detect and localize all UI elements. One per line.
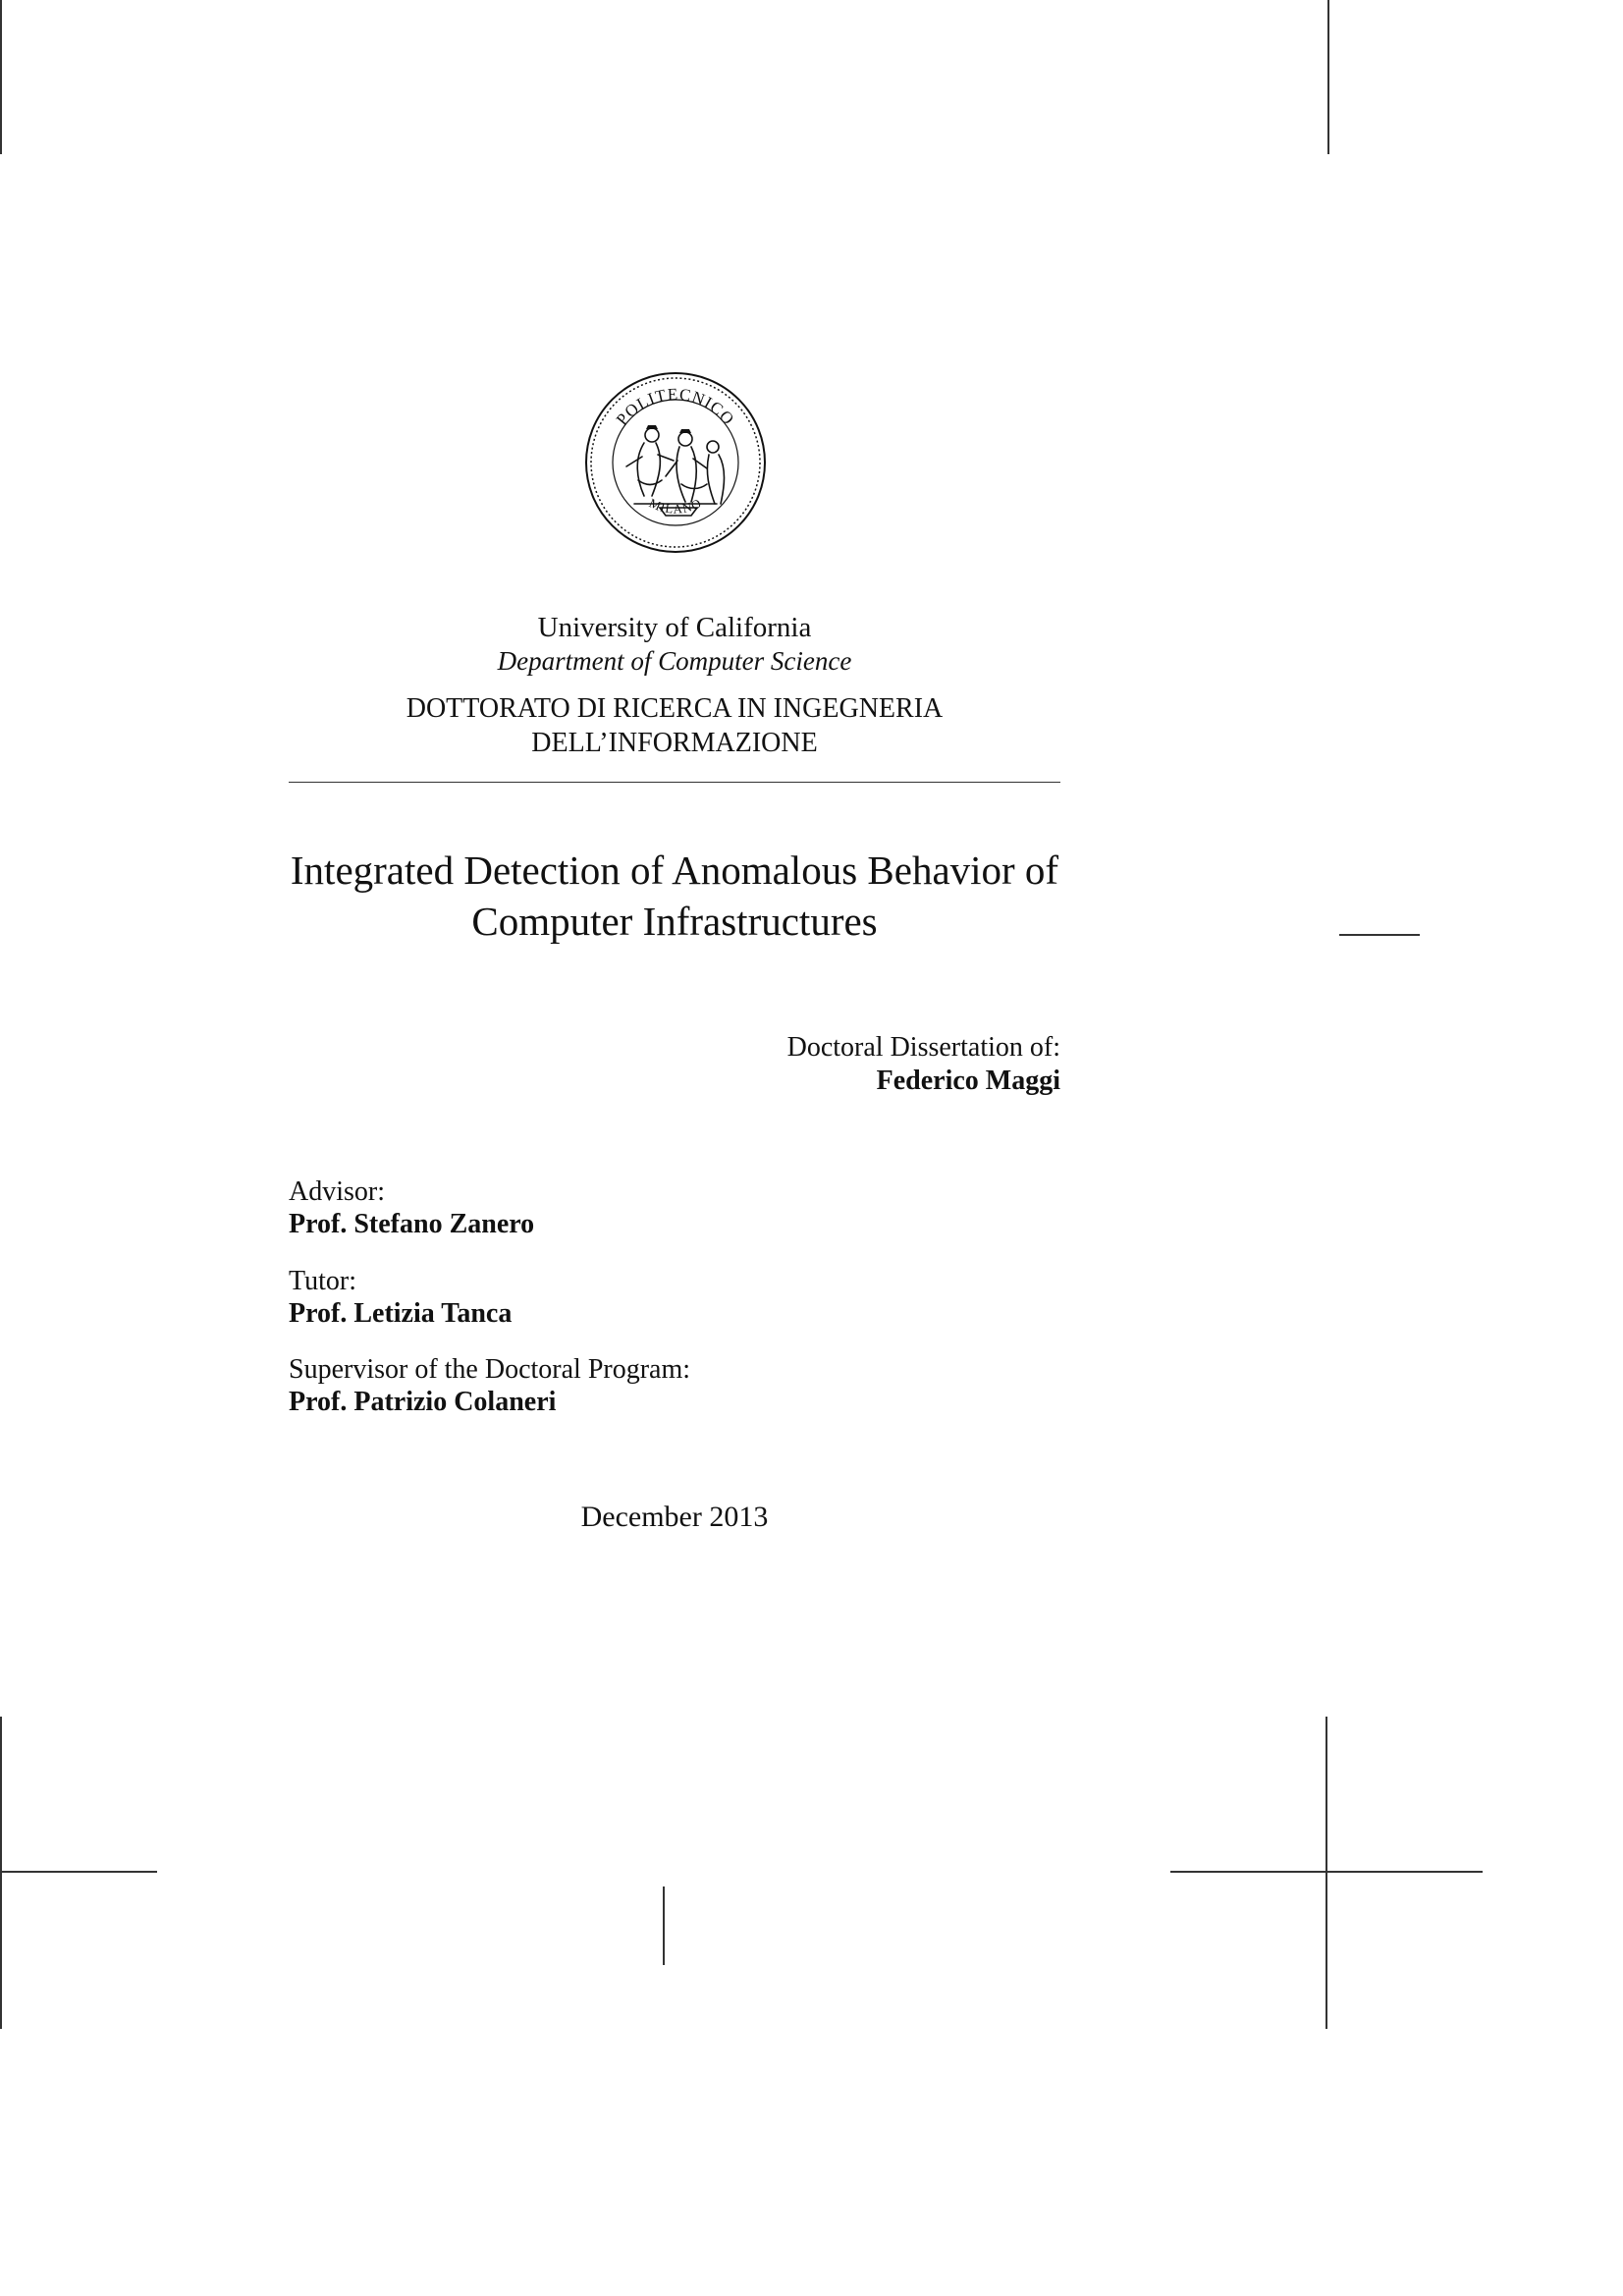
author-name: Federico Maggi [876,1066,1060,1096]
crop-mark-top-left [0,0,2,154]
tutor-name: Prof. Letizia Tanca [289,1298,513,1329]
seal-graphic [583,370,768,555]
dissertation-title [289,845,1060,947]
dissertation-title-line-1: Integrated Detection of Anomalous Behavior of [290,847,1059,893]
crop-mark-bottom-center [663,1886,665,1965]
tutor-block [289,1265,976,1330]
doctoral-program [289,691,1060,760]
supervisor-name: Prof. Patrizio Colaneri [289,1387,557,1417]
university-seal-icon [583,370,768,555]
crop-mark-bottom-left-horizontal [0,1871,157,1873]
dissertation-title-line-2: Computer Infrastructures [471,899,878,944]
tutor-label: Tutor: [289,1266,357,1296]
seal-bottom-text: MILANO [646,495,705,517]
crop-mark-bottom-left-vertical [0,1717,2,2029]
submission-date: December 2013 [580,1501,769,1533]
supervisor-label: Supervisor of the Doctoral Program: [289,1354,691,1385]
supervisor-block [289,1353,976,1418]
svg-text:POLITECNICO [613,385,738,429]
header-divider [289,782,1060,783]
svg-text:MILANO [647,495,704,516]
university-name: University of California [537,612,812,643]
doctoral-program-line-1: DOTTORATO DI RICERCA IN INGEGNERIA [406,693,944,724]
crop-mark-right-middle [1339,934,1420,936]
advisor-block [289,1175,976,1240]
crop-mark-bottom-right-horizontal [1170,1871,1483,1873]
seal-top-text: POLITECNICO [612,384,738,429]
crop-mark-bottom-right-vertical [1325,1717,1327,2029]
dissertation-label: Doctoral Dissertation of: [786,1032,1060,1063]
department-name: Department of Computer Science [497,646,852,676]
advisor-name: Prof. Stefano Zanero [289,1209,535,1239]
doctoral-program-line-2: DELL’INFORMAZIONE [531,728,818,758]
crop-mark-top-right [1327,0,1329,154]
advisor-label: Advisor: [289,1176,385,1207]
